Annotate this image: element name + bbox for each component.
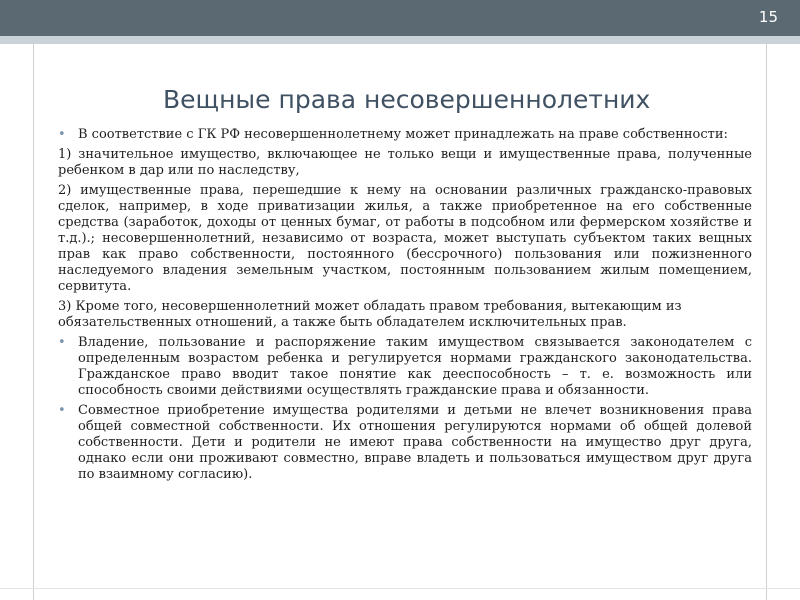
right-divider <box>766 44 767 600</box>
bullet-joint-acquisition-text: Совместное приобретение имущества родителями и детьми не влечет возникновения права общей совместной собственности. Их отношения регулируются нормами об общей долевой собственности. Дети и родители не имеют права собственности на имущество друг друга, однако если они проживают совместно, вправе владеть и пользоваться имуществом друг друга по взаимному согласию). <box>78 403 752 482</box>
bullet-marker-icon: • <box>58 335 66 350</box>
list-item-1: 1) значительное имущество, включающее не только вещи и имущественные права, полученные ребенком в дар или по наследству, <box>58 147 752 178</box>
list-item-3: 3) Кроме того, несовершеннолетний может обладать правом требования, вытекающим из обязательственных отношений, а также быть обладателем исключительных прав. <box>58 299 682 330</box>
slide-title: Вещные права несовершеннолетних <box>163 85 651 114</box>
intro-bullet <box>58 127 752 143</box>
intro-bullet-text: В соответствие с ГК РФ несовершеннолетнему может принадлежать на праве собственности: <box>78 127 728 142</box>
left-divider <box>33 44 34 600</box>
header-band <box>0 36 800 44</box>
bullet-ownership <box>58 335 752 399</box>
bullet-marker-icon: • <box>58 127 66 142</box>
bullet-joint-acquisition <box>58 403 752 483</box>
slide-body <box>58 127 752 487</box>
header-bar <box>0 0 800 36</box>
slide-number: 15 <box>758 8 778 26</box>
list-item-2: 2) имущественные права, перешедшие к нему на основании различных гражданско-правовых сделок, например, в ходе приватизации жилья, а также приобретенное на его собственные средства (заработок, доходы от ценных бумаг, от работы в подсобном или фермерском хозяйстве и т.д.).; несовершеннолетний, независимо от возраста, может выступать субъектом таких вещных прав как право собственности, постоянного (бессрочного) пользования или пожизненного наследуемого владения земельным участком, постоянным пользованием жилым помещением, сервитута. <box>58 183 752 294</box>
bottom-divider <box>0 588 800 589</box>
bullet-marker-icon: • <box>58 403 66 418</box>
bullet-ownership-text: Владение, пользование и распоряжение таким имуществом связывается законодателем с определенным возрастом ребенка и регулируется нормами гражданского законодательства. Гражданское право вводит такое понятие как дееспособность – т. е. возможность или способность своими действиями осуществлять гражданские права и обязанности. <box>78 335 752 398</box>
